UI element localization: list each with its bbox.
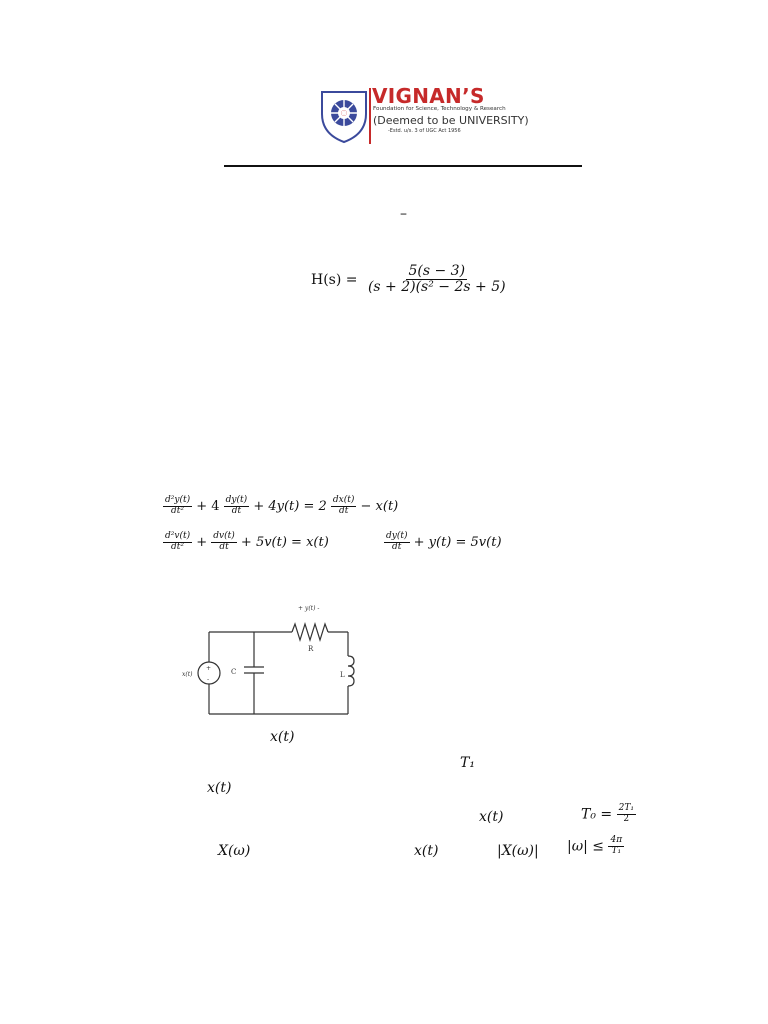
eq3-tail: + y(t) = 5v(t) [413, 534, 502, 550]
source-minus-label: - [207, 676, 210, 683]
inductor-label: L [340, 671, 345, 679]
eq2-term2-numerator: dv(t) [213, 531, 235, 541]
eq3-term1-denominator: dt [392, 541, 402, 552]
eq1-term1-numerator: d²y(t) [165, 495, 191, 505]
eq2-term1-denominator: dt² [171, 541, 185, 552]
omega-bound-denominator: T₁ [611, 845, 622, 856]
eq1-term2-numerator: dy(t) [225, 495, 248, 505]
eq1-tail: − x(t) [360, 498, 399, 514]
transfer-function-numerator: 5(s − 3) [408, 263, 466, 279]
omega-abs-lhs: |ω| ≤ [567, 838, 605, 855]
eq3-term1-numerator: dy(t) [386, 531, 408, 541]
logo-emblem-icon [318, 84, 372, 146]
title-rule [224, 165, 582, 167]
resistor-label: R [308, 645, 314, 653]
transfer-function-lhs: H(s) = [311, 271, 358, 288]
eq2-term2-denominator: dt [219, 541, 229, 552]
source-plus-label: + [206, 665, 212, 672]
eq1-middle: + 4y(t) = 2 [253, 498, 327, 514]
transfer-function [311, 264, 508, 296]
logo-name: VIGNAN’S [372, 84, 485, 108]
circuit-source-label: x(t) [182, 671, 193, 678]
logo-established-note: -Estd. u/s. 3 of UGC Act 1956 [388, 128, 461, 134]
eq1-term2-denominator: dt [231, 505, 242, 516]
logo-tagline: Foundation for Science, Technology & Research [373, 106, 506, 112]
period-T1: T₁ [460, 755, 475, 771]
eq1-op1: + 4 [196, 498, 220, 514]
signal-x-of-t-4: x(t) [414, 843, 439, 859]
eq2-tail: + 5v(t) = x(t) [240, 534, 329, 550]
eq1-term3-numerator: dx(t) [332, 495, 355, 505]
capacitor-label: C [231, 668, 237, 676]
period-T0-equation [581, 804, 636, 825]
signal-x-of-t-2: x(t) [207, 780, 232, 796]
dash-mark: – [400, 206, 407, 222]
spectrum-X-of-omega: X(ω) [218, 843, 251, 859]
logo-deemed-university: (Deemed to be UNIVERSITY) [373, 114, 529, 127]
differential-equation-3 [384, 532, 502, 553]
circuit-output-label: + y(t) - [298, 605, 320, 612]
rlc-circuit-diagram [180, 598, 370, 720]
eq2-op1: + [196, 534, 208, 550]
differential-equation-1 [163, 496, 398, 517]
magnitude-X-of-omega: |X(ω)| [497, 843, 539, 859]
transfer-function-denominator: (s + 2)(s² − 2s + 5) [367, 279, 506, 296]
eq1-term1-denominator: dt² [171, 505, 185, 516]
frequency-bound-equation [567, 836, 624, 857]
differential-equation-2 [163, 532, 329, 553]
signal-x-of-t-3: x(t) [479, 809, 504, 825]
omega-bound-numerator: 4π [610, 835, 623, 845]
T0-numerator: 2T₁ [618, 803, 634, 813]
signal-x-of-t-1: x(t) [270, 729, 295, 745]
eq2-term1-numerator: d²v(t) [165, 531, 191, 541]
eq1-term3-denominator: dt [338, 505, 349, 516]
T0-denominator: 2 [623, 813, 630, 824]
T0-lhs: T₀ = [581, 806, 613, 823]
